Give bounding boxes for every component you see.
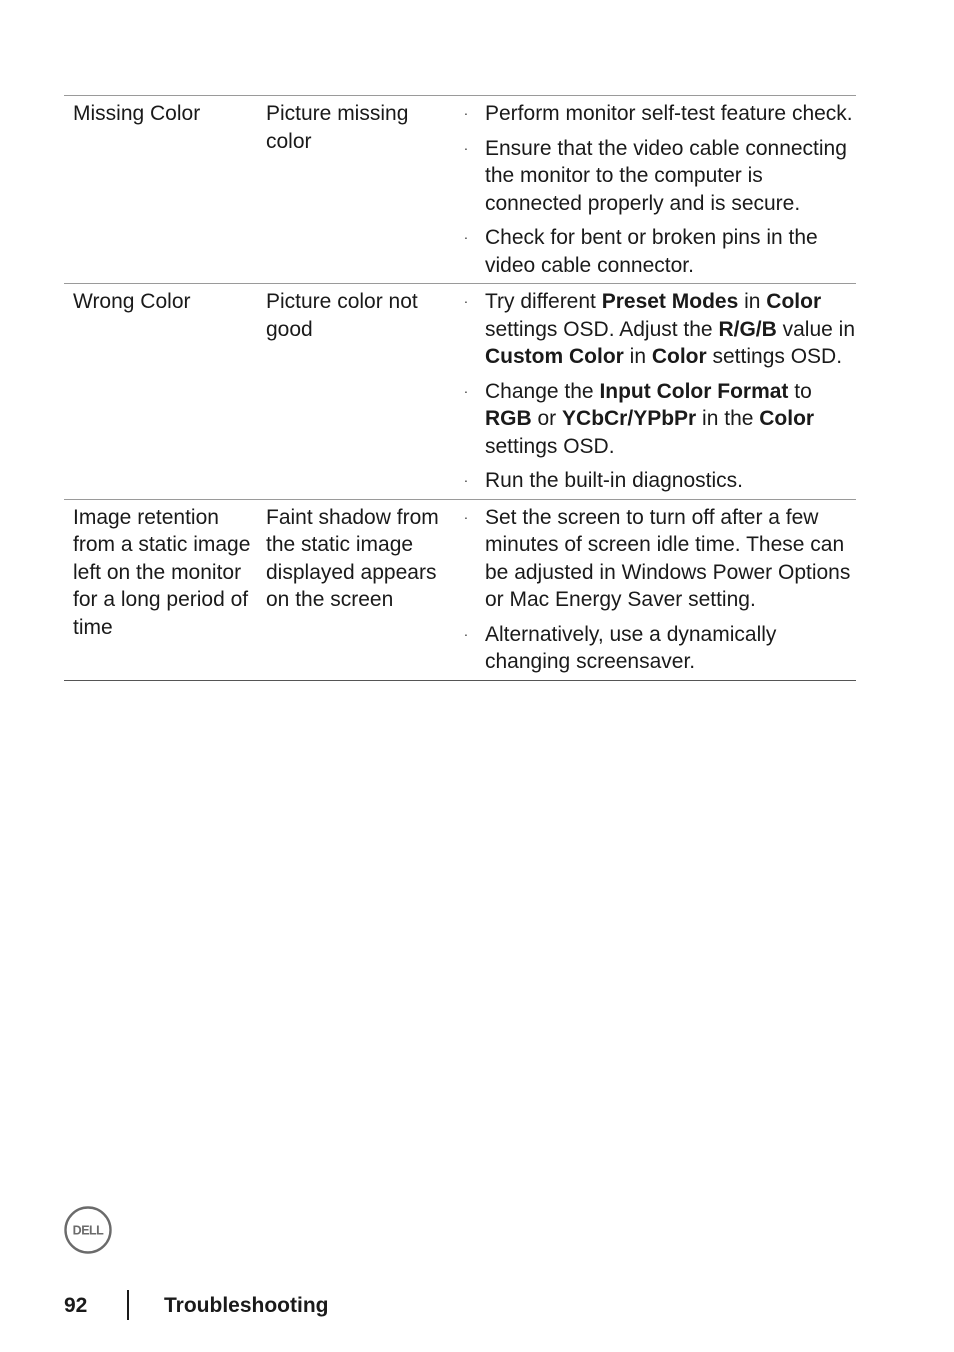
solution-text: value in <box>776 317 856 341</box>
bold-term: RGB <box>485 407 532 430</box>
solution-text: Run the built-in diagnostics. <box>485 469 743 492</box>
dell-logo-text: DELL <box>72 1223 104 1238</box>
cell-symptom: Picture missing color <box>266 102 409 153</box>
solution-item <box>461 288 856 371</box>
cell-symptom: Picture color not good <box>266 290 418 341</box>
bullet-icon: · <box>463 139 469 156</box>
solution-item <box>461 467 856 495</box>
solution-item <box>461 100 856 128</box>
cell-problem: Image retention from a static image left on the monitor for a long period of time <box>73 505 251 639</box>
solution-list <box>461 504 856 676</box>
troubleshooting-table <box>64 95 856 681</box>
solution-item <box>461 378 856 461</box>
bullet-icon: · <box>463 105 469 121</box>
table-row <box>64 284 856 500</box>
solution-text: Ensure that the video cable connecting the monitor to the computer is connected properly and is secure. <box>485 136 847 215</box>
bullet-icon: · <box>463 508 469 525</box>
bold-term: YCbCr/YPbPr <box>562 407 697 430</box>
solution-list <box>461 288 856 495</box>
solution-text: Set the screen to turn off after a few minutes of screen idle time. These can be adjusted in Windows Power Options or Mac Energy Saver setting. <box>485 505 851 611</box>
bullet-icon: · <box>463 472 469 488</box>
cell-symptom: Faint shadow from the static image displayed appears on the screen <box>266 505 439 611</box>
bold-term: Color <box>651 345 707 368</box>
solution-text: settings OSD. <box>706 345 843 368</box>
solution-text: Check for bent or broken pins in the video cable connector. <box>485 226 818 277</box>
solution-text: Change the <box>485 379 600 403</box>
section-title: Troubleshooting <box>164 1294 329 1317</box>
solution-item <box>461 224 856 279</box>
cell-solutions <box>443 284 856 500</box>
solution-text: in <box>623 345 652 368</box>
bold-term: Custom Color <box>485 345 624 368</box>
solution-item <box>461 504 856 614</box>
solution-text: Try different <box>485 290 602 313</box>
table-body <box>64 96 856 681</box>
bold-term: Color <box>766 290 822 313</box>
solution-item <box>461 621 856 676</box>
bold-term: Input Color Format <box>599 379 789 403</box>
solution-text: Alternatively, use a dynamically changing screensaver. <box>485 622 777 673</box>
bold-term: Preset Modes <box>601 290 739 313</box>
cell-solutions <box>443 96 856 284</box>
solution-text: or <box>531 407 563 430</box>
cell-problem: Missing Color <box>73 102 201 125</box>
footer-divider <box>127 1290 129 1320</box>
bullet-icon: · <box>463 382 469 399</box>
solution-text: in the <box>696 407 760 430</box>
solution-text: in <box>738 290 767 313</box>
dell-logo-icon <box>64 1206 112 1254</box>
solution-item <box>461 135 856 218</box>
solution-text: to <box>788 379 812 403</box>
cell-solutions <box>443 499 856 680</box>
bold-term: Color <box>759 407 815 430</box>
solution-text: settings OSD. <box>485 434 615 458</box>
solution-list <box>461 100 856 279</box>
bullet-icon: · <box>463 229 469 245</box>
bold-term: R/G/B <box>718 317 777 341</box>
page-number: 92 <box>64 1294 88 1317</box>
bullet-icon: · <box>463 293 469 309</box>
bullet-icon: · <box>463 625 469 642</box>
cell-problem: Wrong Color <box>73 290 191 313</box>
solution-text: settings OSD. Adjust the <box>485 317 719 341</box>
table-row <box>64 499 856 680</box>
solution-text: Perform monitor self-test feature check. <box>485 102 853 125</box>
table-row <box>64 96 856 284</box>
